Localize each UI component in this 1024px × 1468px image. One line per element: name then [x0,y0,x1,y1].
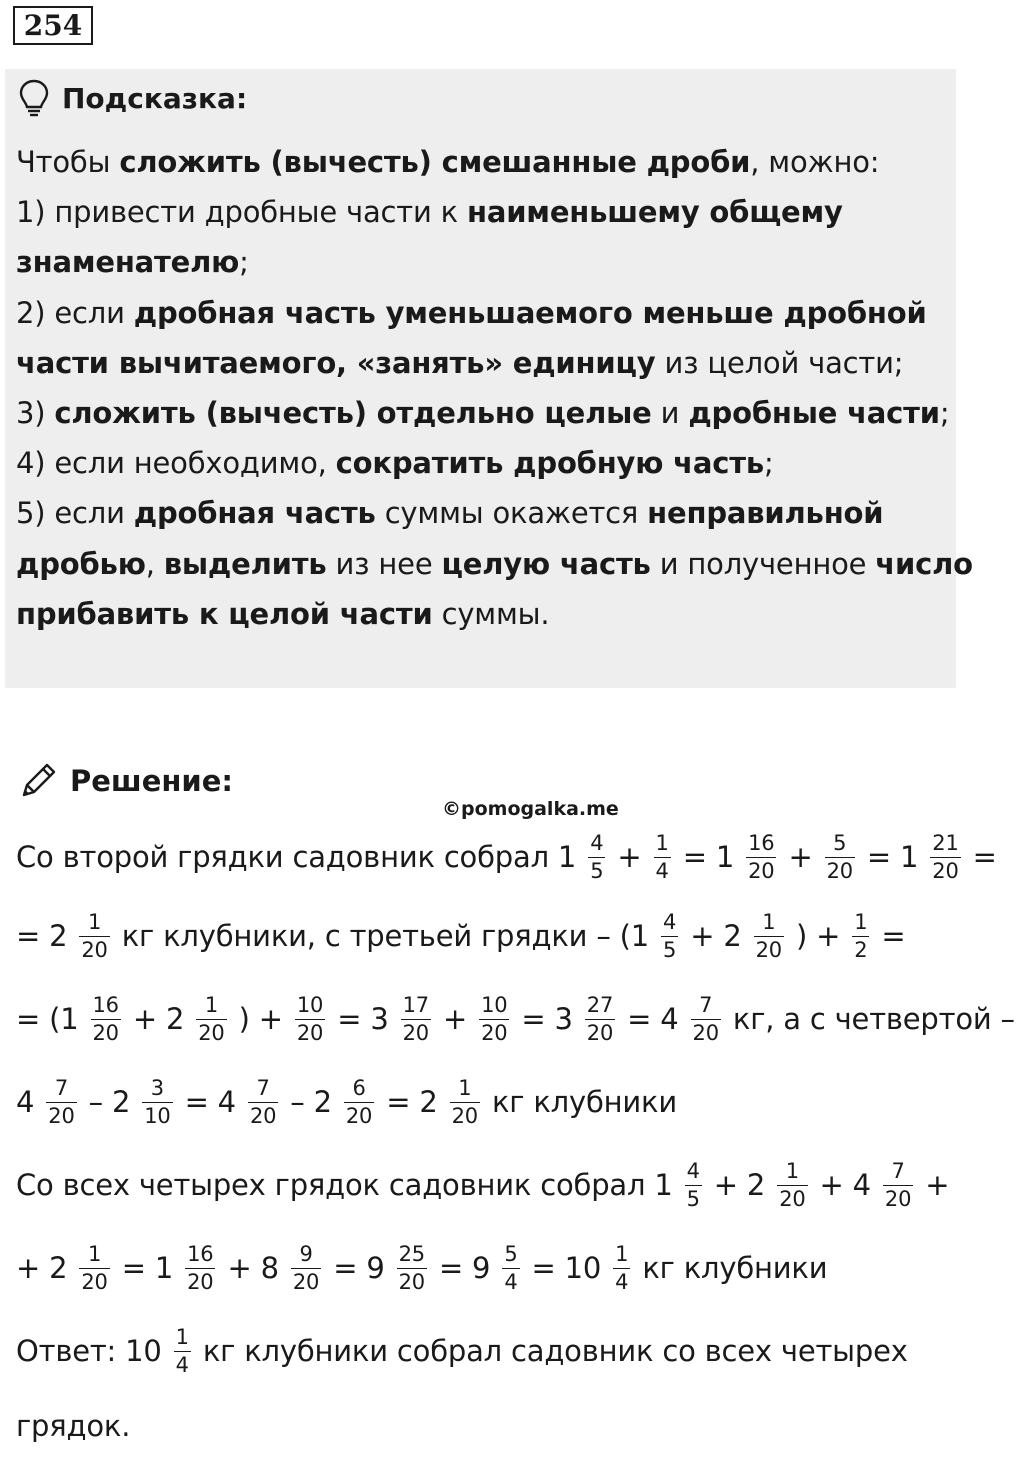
hint-line [16,237,951,287]
solution-line [16,1143,958,1227]
text: 5) если [16,496,134,531]
text: + 2 [681,919,751,953]
fraction-numerator: 16 [92,992,119,1017]
text: ; [763,446,774,481]
fraction-numerator: 17 [402,992,429,1017]
bold-text: сложить (вычесть) отдельно целые [54,396,652,431]
text: кг клубники, с третьей грядки – (1 [112,919,659,953]
fraction-denominator: 5 [663,937,677,962]
bold-text: наименьшему общему [466,195,843,230]
fraction-numerator: 7 [54,1075,69,1100]
fraction-numerator: 4 [686,1158,700,1183]
fraction [46,1075,76,1128]
fraction-denominator: 20 [398,1269,425,1294]
text: = 3 [328,1002,398,1036]
fraction-denominator: 20 [296,1020,324,1045]
text: и [651,396,689,431]
solution-line [16,1309,917,1393]
fraction-numerator: 1 [87,909,102,934]
solution-line [16,815,1006,899]
bold-text: дробная часть уменьшаемого меньше дробной [133,295,927,330]
text: + 2 [123,1002,194,1036]
solution-title: Решение: [70,764,234,798]
text: + 2 [16,1251,77,1285]
fraction-denominator: 5 [686,1186,700,1211]
text: ) + [786,919,850,953]
bold-text: выделить [163,546,327,581]
fraction-numerator: 16 [187,1241,214,1266]
fraction-denominator: 20 [249,1103,277,1128]
hint-line [16,589,951,639]
fraction [401,992,431,1045]
hint-line [16,488,951,538]
fraction [142,1075,172,1128]
fraction-denominator: 4 [504,1269,518,1294]
text: ; [239,245,249,280]
solution-line [16,1060,686,1144]
bold-text: дробные части [688,396,940,431]
text: + 8 [218,1251,288,1285]
fraction [196,992,226,1045]
hint-body [16,137,973,639]
text: из целой части; [655,345,904,380]
fraction-numerator: 3 [150,1075,164,1100]
fraction [930,830,960,883]
text: 4 [16,1085,44,1119]
fraction-denominator: 20 [292,1269,320,1294]
fraction-denominator: 4 [655,858,669,883]
hint-heading [18,76,247,120]
fraction-denominator: 20 [345,1103,373,1128]
text: ) + [229,1002,292,1036]
text: – 2 [79,1085,140,1119]
fraction-denominator: 20 [81,1269,108,1294]
fraction-numerator: 21 [932,830,959,855]
pencil-icon [18,761,58,801]
bold-text: дробная часть [133,496,376,531]
fraction [91,992,121,1045]
fraction-numerator: 5 [833,830,847,855]
fraction [852,909,869,962]
hint-line [16,288,951,338]
fraction-denominator: 20 [81,937,108,962]
hint-line [16,438,951,488]
bold-text: неправильной [647,496,884,531]
text: и полученное [650,546,876,581]
fraction-numerator: 1 [854,909,868,934]
text: , можно: [750,145,880,179]
text: кг клубники собрал садовник со всех четырех [193,1334,917,1368]
fraction-denominator: 20 [481,1020,508,1045]
lightbulb-icon [18,78,50,118]
hint-title: Подсказка: [62,81,248,115]
text: Чтобы [16,145,120,179]
text: кг клубники [633,1251,837,1285]
text: = 3 [512,1002,582,1036]
hint-line [16,539,973,589]
fraction [79,1241,109,1294]
bold-text: сложить (вычесть) смешанные дроби [119,145,751,179]
text: суммы окажется [375,496,648,531]
fraction [450,1075,480,1128]
fraction-numerator: 6 [352,1075,366,1100]
fraction [585,992,615,1045]
text: кг, а с четвертой – [723,1002,1024,1036]
fraction-numerator: 1 [655,830,669,855]
fraction-denominator: 20 [187,1269,214,1294]
fraction-numerator: 1 [785,1158,799,1183]
text: + [433,1002,477,1036]
fraction-denominator: 20 [748,858,775,883]
fraction-numerator: 4 [590,830,604,855]
fraction-denominator: 20 [402,1020,429,1045]
hint-line [16,187,951,237]
text: + 4 [810,1168,880,1202]
bold-text: дробью [16,546,146,581]
fraction-numerator: 16 [748,830,775,855]
fraction-numerator: 1 [615,1241,629,1266]
text: = 9 [324,1251,394,1285]
fraction-denominator: 20 [48,1103,75,1128]
bold-text: сократить дробную часть [335,446,764,481]
task-number: 254 [13,6,93,45]
fraction [479,992,509,1045]
text: = 4 [175,1085,245,1119]
fraction-denominator: 20 [779,1186,806,1211]
bold-text: знаменателю [16,245,240,280]
fraction-numerator: 1 [762,909,776,934]
solution-line [16,1384,139,1468]
fraction-denominator: 20 [451,1103,478,1128]
bold-text: число [875,546,973,581]
text: кг клубники [482,1085,687,1119]
text: Со всех четырех грядок садовник собрал 1 [16,1168,682,1202]
watermark: ©pomogalka.me [442,798,619,820]
bold-text: части вычитаемого, «занять» единицу [16,345,656,380]
fraction-numerator: 27 [586,992,614,1017]
text: 1) привести дробные части к [16,195,467,230]
fraction-numerator: 1 [87,1241,102,1266]
fraction-denominator: 4 [175,1352,189,1377]
fraction [654,830,671,883]
text: = 2 [16,919,77,953]
hint-line [16,388,951,438]
text: = 2 [377,1085,447,1119]
solution-line [16,894,915,978]
fraction-numerator: 1 [175,1324,189,1349]
text: + 2 [704,1168,775,1202]
text: = [872,919,915,953]
text: = 1 [112,1251,183,1285]
fraction-numerator: 4 [663,909,677,934]
fraction [746,830,776,883]
fraction [777,1158,807,1211]
text: 3) [16,396,55,431]
fraction [691,992,721,1045]
fraction-denominator: 20 [826,858,853,883]
hint-line [16,137,951,187]
fraction [661,909,678,962]
text: + [779,840,822,874]
fraction-numerator: 7 [256,1075,270,1100]
text: = [963,840,1006,874]
fraction-numerator: 10 [481,992,508,1017]
text: Со второй грядки садовник собрал 1 [16,840,586,874]
fraction-denominator: 20 [884,1186,912,1211]
fraction [685,1158,702,1211]
bold-text: целую часть [441,546,651,581]
fraction-denominator: 20 [932,858,959,883]
text: , [145,546,164,581]
fraction-numerator: 1 [458,1075,472,1100]
fraction-numerator: 5 [504,1241,518,1266]
fraction-numerator: 9 [299,1241,313,1266]
text: суммы. [432,596,550,631]
fraction-numerator: 7 [699,992,713,1017]
solution-heading [18,758,233,804]
fraction-denominator: 2 [854,937,868,962]
fraction [248,1075,278,1128]
bold-text: прибавить к целой части [16,596,433,631]
fraction-denominator: 20 [586,1020,614,1045]
fraction-numerator: 7 [891,1158,905,1183]
fraction [883,1158,913,1211]
fraction [502,1241,519,1294]
text: = 1 [673,840,744,874]
fraction-denominator: 20 [755,937,782,962]
fraction [295,992,325,1045]
fraction-numerator: 1 [204,992,218,1017]
text: 4) если необходимо, [16,446,336,481]
fraction-numerator: 10 [296,992,324,1017]
fraction [397,1241,427,1294]
text: ; [939,396,950,431]
fraction-denominator: 10 [144,1103,171,1128]
fraction-denominator: 20 [692,1020,719,1045]
fraction [344,1075,374,1128]
fraction-denominator: 5 [590,858,604,883]
text: грядок. [16,1409,140,1443]
solution-line [16,1226,836,1310]
fraction [185,1241,215,1294]
fraction [825,830,855,883]
text: = 10 [522,1251,611,1285]
hint-line [16,338,951,388]
text: из нее [326,546,442,581]
text: = 1 [857,840,928,874]
fraction [174,1324,191,1377]
text: 2) если [16,295,134,330]
text: = 9 [429,1251,500,1285]
fraction-denominator: 20 [198,1020,225,1045]
fraction [613,1241,630,1294]
fraction-denominator: 4 [615,1269,629,1294]
fraction [79,909,109,962]
fraction [291,1241,321,1294]
fraction [754,909,784,962]
text: = (1 [16,1002,88,1036]
text: Ответ: 10 [16,1334,171,1368]
fraction-denominator: 20 [92,1020,119,1045]
text: = 4 [618,1002,688,1036]
solution-line [16,977,1024,1061]
text: + [916,1168,959,1202]
text: – 2 [281,1085,341,1119]
fraction-numerator: 25 [398,1241,425,1266]
text: + [608,840,651,874]
fraction [588,830,605,883]
